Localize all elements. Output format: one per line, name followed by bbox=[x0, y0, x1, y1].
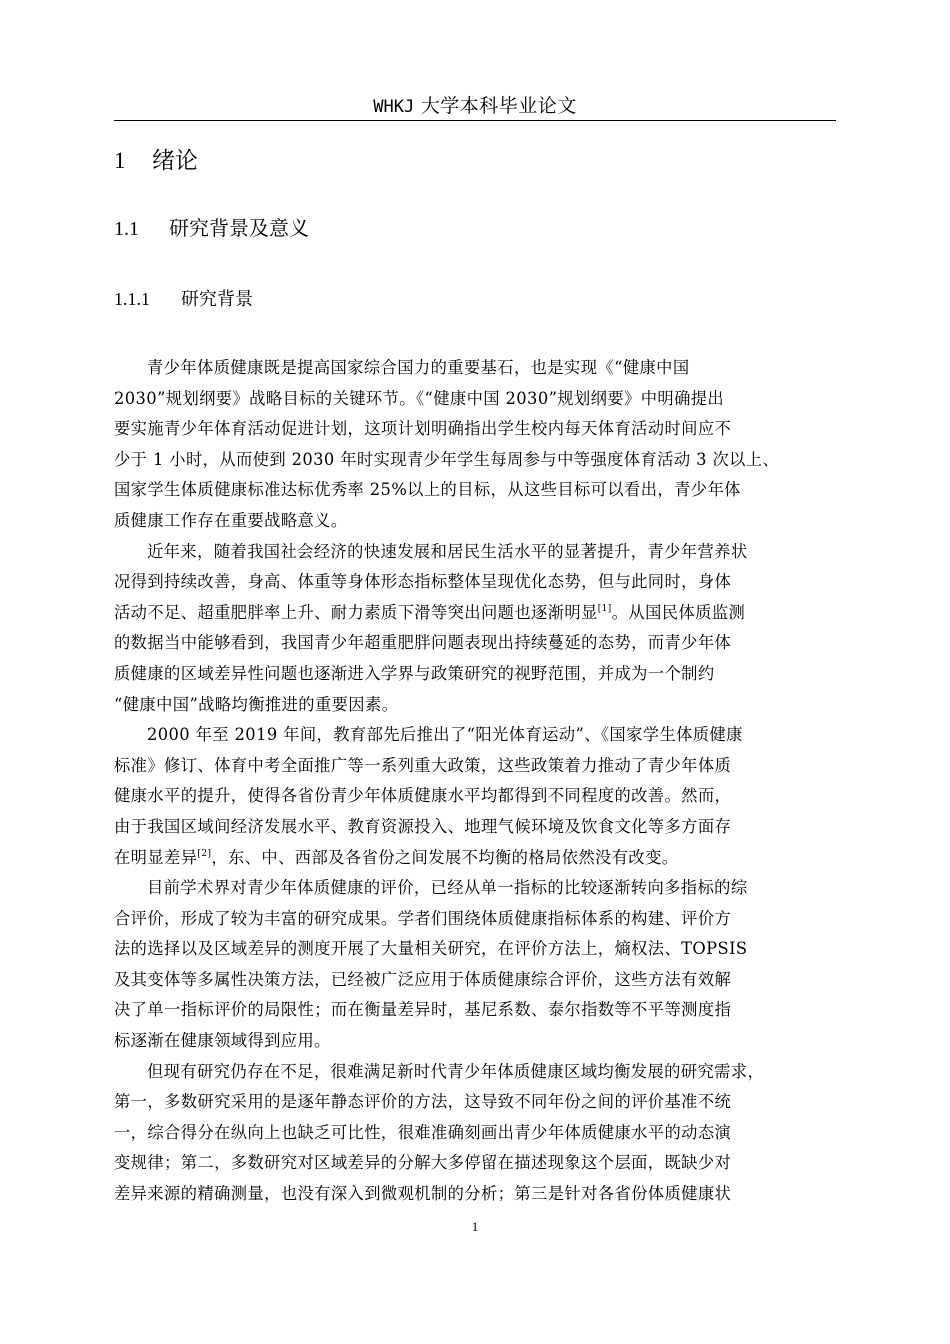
section-title: 研究背景及意义 bbox=[169, 216, 309, 240]
subsection-title: 研究背景 bbox=[181, 289, 253, 310]
header-title: 大学本科毕业论文 bbox=[420, 95, 577, 117]
citation-ref[interactable]: [1] bbox=[597, 603, 612, 614]
page-number: 1 bbox=[471, 1219, 479, 1234]
text-line: 但现有研究仍存在不足，很难满足新时代青少年体质健康区域均衡发展的研究需求， bbox=[147, 1061, 765, 1081]
text-line: 2030”规划纲要》战略目标的关键环节。《“健康中国 2030”规划纲要》中明确提出 bbox=[114, 388, 725, 408]
text-line: 合评价，形成了较为丰富的研究成果。学者们围绕体质健康指标体系的构建、评价方 bbox=[114, 908, 732, 928]
text-line: 况得到持续改善，身高、体重等身体形态指标整体呈现优化态势，但与此同时，身体 bbox=[114, 572, 732, 592]
text-segment: 在明显差异 bbox=[114, 847, 198, 867]
section-number: 1.1 bbox=[114, 218, 139, 240]
paragraph bbox=[114, 353, 836, 537]
text-segment: ，东、中、西部及各省份之间发展不均衡的格局依然没有改变。 bbox=[211, 847, 679, 867]
subsection-number: 1.1.1 bbox=[114, 289, 150, 309]
paragraph bbox=[114, 537, 836, 721]
text-line: 近年来，随着我国社会经济的快速发展和居民生活水平的显著提升，青少年营养状 bbox=[147, 541, 748, 561]
text-line: 质健康工作存在重要战略意义。 bbox=[114, 510, 348, 530]
text-line: 质健康的区域差异性问题也逐渐进入学界与政策研究的视野范围，并成为一个制约 bbox=[114, 663, 715, 683]
text-segment: 从国民体质监测 bbox=[628, 602, 746, 622]
text-line: 决了单一指标评价的局限性；而在衡量差异时，基尼系数、泰尔指数等不平等测度指 bbox=[114, 1000, 732, 1020]
text-line: 由于我国区域间经济发展水平、教育资源投入、地理气候环境及饮食文化等多方面存 bbox=[114, 816, 732, 836]
text-line: 青少年体质健康既是提高国家综合国力的重要基石，也是实现《“健康中国 bbox=[147, 358, 690, 377]
text-line: 标准》修订、体育中考全面推广等一系列重大政策，这些政策着力推动了青少年体质 bbox=[114, 755, 732, 775]
paragraph bbox=[114, 1057, 836, 1210]
paragraph bbox=[114, 720, 836, 873]
text-line bbox=[114, 598, 836, 629]
text-line: 标逐渐在健康领域得到应用。 bbox=[114, 1031, 331, 1051]
subsection-heading bbox=[114, 287, 253, 312]
text-line: 的数据当中能够看到，我国青少年超重肥胖问题表现出持续蔓延的态势，而青少年体 bbox=[114, 633, 732, 653]
text-line: 国家学生体质健康标准达标优秀率 25%以上的目标，从这些目标可以看出，青少年体 bbox=[114, 480, 741, 500]
chapter-heading bbox=[114, 147, 198, 175]
text-line: 健康水平的提升，使得各省份青少年体质健康水平均都得到不同程度的改善。然而， bbox=[114, 786, 732, 806]
text-line: 少于 1 小时，从而使到 2030 年时实现青少年学生每周参与中等强度体育活动 3 次以上、 bbox=[114, 449, 780, 469]
text-line: 变规律；第二，多数研究对区域差异的分解大多停留在描述现象这个层面，既缺少对 bbox=[114, 1153, 732, 1173]
text-segment: 活动不足、超重肥胖率上升、耐力素质下滑等突出问题也逐渐明显 bbox=[114, 602, 598, 622]
text-line: 要实施青少年体育活动促进计划，这项计划明确指出学生校内每天体育活动时间应不 bbox=[114, 419, 732, 439]
text-segment: 。 bbox=[611, 602, 629, 622]
chapter-number: 1 bbox=[114, 148, 126, 173]
body-text bbox=[114, 353, 836, 1210]
text-line: 及其变体等多属性决策方法，已经被广泛应用于体质健康综合评价，这些方法有效解 bbox=[114, 969, 732, 989]
header-institution-code: WHKJ bbox=[373, 97, 415, 117]
chapter-title: 绪论 bbox=[152, 148, 198, 174]
text-line: 差异来源的精确测量，也没有深入到微观机制的分析；第三是针对各省份体质健康状 bbox=[114, 1184, 732, 1204]
text-line: “健康中国”战略均衡推进的重要因素。 bbox=[114, 694, 399, 714]
citation-ref[interactable]: [2] bbox=[197, 848, 212, 859]
text-line: 一，综合得分在纵向上也缺乏可比性，很难准确刻画出青少年体质健康水平的动态演 bbox=[114, 1122, 732, 1142]
section-heading bbox=[114, 215, 309, 242]
text-line: 第一，多数研究采用的是逐年静态评价的方法，这导致不同年份之间的评价基准不统 bbox=[114, 1092, 732, 1112]
text-line: 2000 年至 2019 年间，教育部先后推出了“阳光体育运动”、《国家学生体质健康 bbox=[147, 725, 743, 745]
running-header bbox=[114, 94, 836, 121]
text-line: 法的选择以及区域差异的测度开展了大量相关研究，在评价方法上，熵权法、TOPSIS bbox=[114, 939, 748, 959]
paragraph bbox=[114, 873, 836, 1057]
text-line: 目前学术界对青少年体质健康的评价，已经从单一指标的比较逐渐转向多指标的综 bbox=[147, 878, 748, 898]
text-line bbox=[114, 843, 836, 874]
